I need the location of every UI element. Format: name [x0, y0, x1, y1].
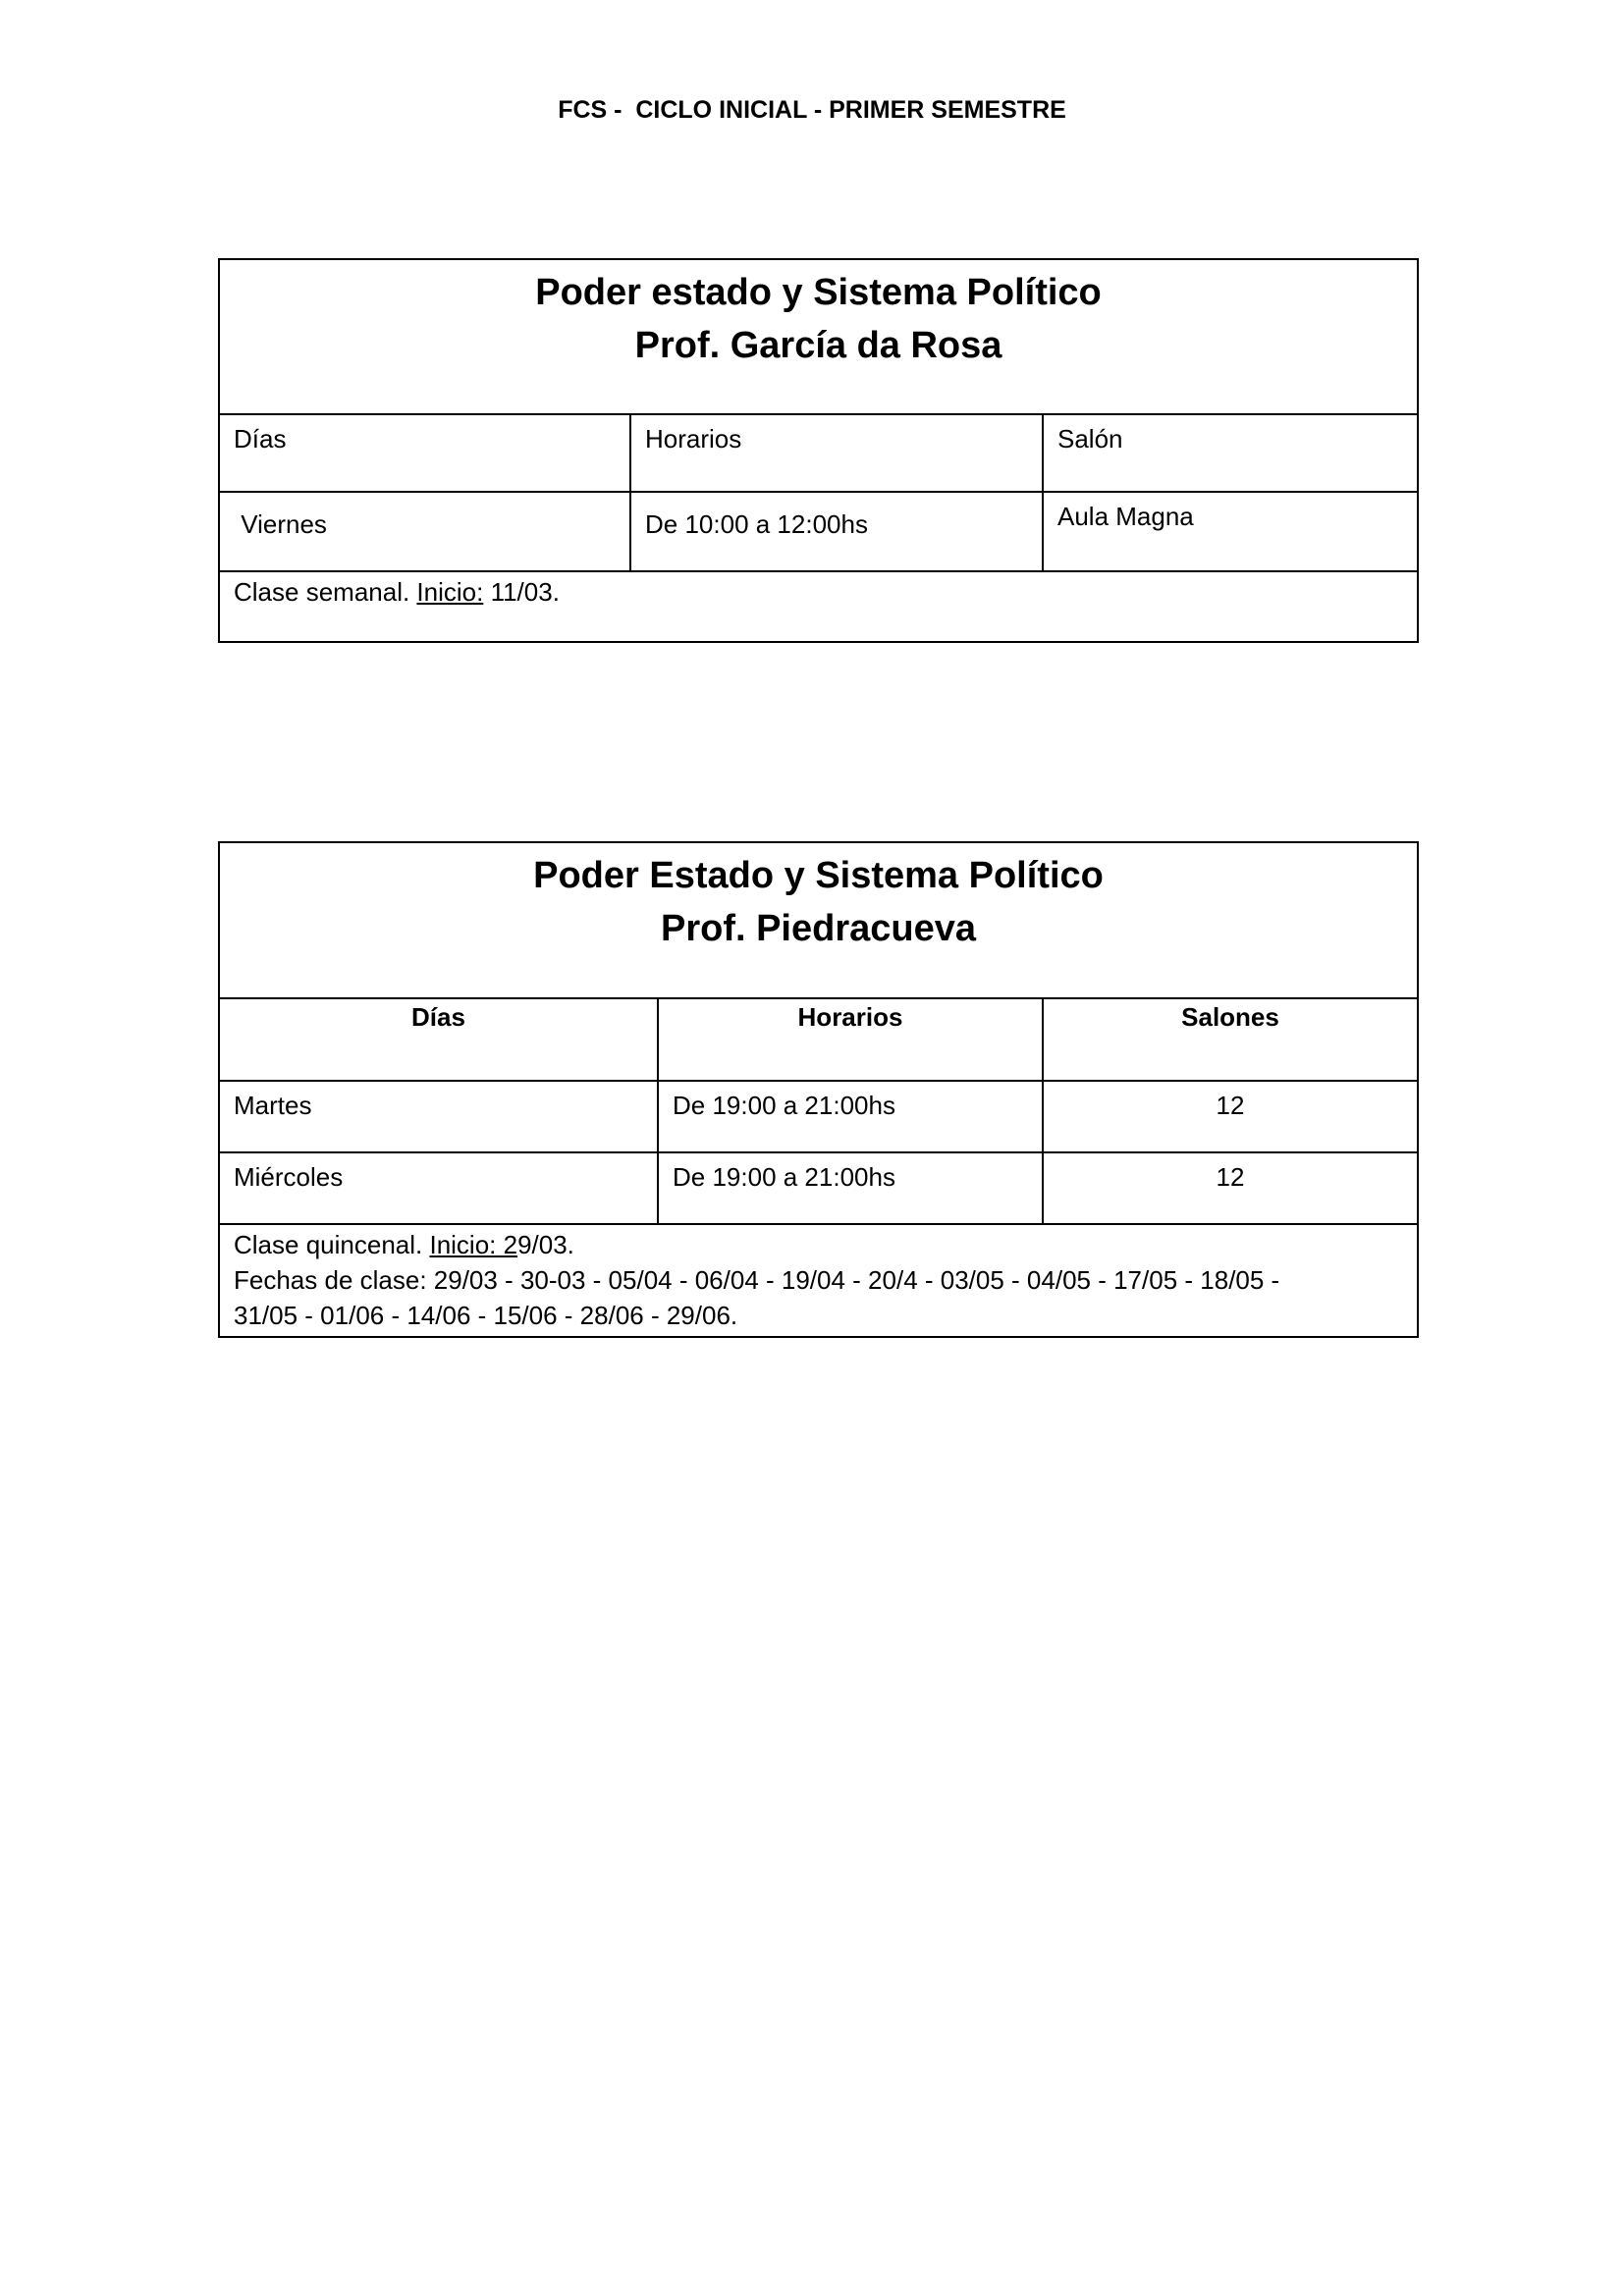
schedule-table-garcia-da-rosa	[218, 258, 1419, 643]
cell-salon: Aula Magna	[1043, 492, 1418, 571]
note-dates-line-2: 31/05 - 01/06 - 14/06 - 15/06 - 28/06 - 29/06.	[234, 1301, 738, 1330]
cell-salon: 12	[1043, 1152, 1418, 1224]
cell-dia: Viernes	[219, 492, 630, 571]
note-label: Inicio: 2	[429, 1230, 518, 1259]
schedule-table-piedracueva	[218, 841, 1419, 1338]
professor-name: Prof. Piedracueva	[660, 908, 977, 949]
column-header-salones: Salones	[1043, 998, 1418, 1081]
table-note	[219, 571, 1418, 642]
table-row	[219, 1081, 1418, 1152]
cell-horario: De 10:00 a 12:00hs	[630, 492, 1043, 571]
table-row	[219, 1152, 1418, 1224]
cell-dia: Martes	[219, 1081, 658, 1152]
note-value: 9/03.	[517, 1230, 574, 1259]
column-header-salon: Salón	[1043, 414, 1418, 492]
course-title-cell	[219, 259, 1418, 414]
course-title: Poder estado y Sistema Político	[535, 272, 1102, 313]
cell-salon: 12	[1043, 1081, 1418, 1152]
note-dates-line-1: Fechas de clase: 29/03 - 30-03 - 05/04 - 06/04 - 19/04 - 20/4 - 03/05 - 04/05 - 17/05 - 18/05 -	[234, 1265, 1280, 1295]
note-prefix: Clase semanal.	[234, 577, 417, 607]
note-prefix: Clase quincenal.	[234, 1230, 430, 1259]
column-header-dias: Días	[219, 414, 630, 492]
course-title: Poder Estado y Sistema Político	[533, 855, 1104, 896]
table-row	[219, 492, 1418, 571]
cell-horario: De 19:00 a 21:00hs	[658, 1152, 1043, 1224]
cell-dia: Miércoles	[219, 1152, 658, 1224]
table-note	[219, 1224, 1418, 1337]
page-title: FCS - CICLO INICIAL - PRIMER SEMESTRE	[558, 96, 1066, 124]
course-title-cell	[219, 842, 1418, 998]
column-header-horarios: Horarios	[630, 414, 1043, 492]
note-label: Inicio:	[416, 577, 484, 607]
note-value: 11/03.	[483, 577, 560, 607]
professor-name: Prof. García da Rosa	[634, 325, 1002, 366]
column-header-horarios: Horarios	[658, 998, 1043, 1081]
column-header-dias: Días	[219, 998, 658, 1081]
cell-horario: De 19:00 a 21:00hs	[658, 1081, 1043, 1152]
